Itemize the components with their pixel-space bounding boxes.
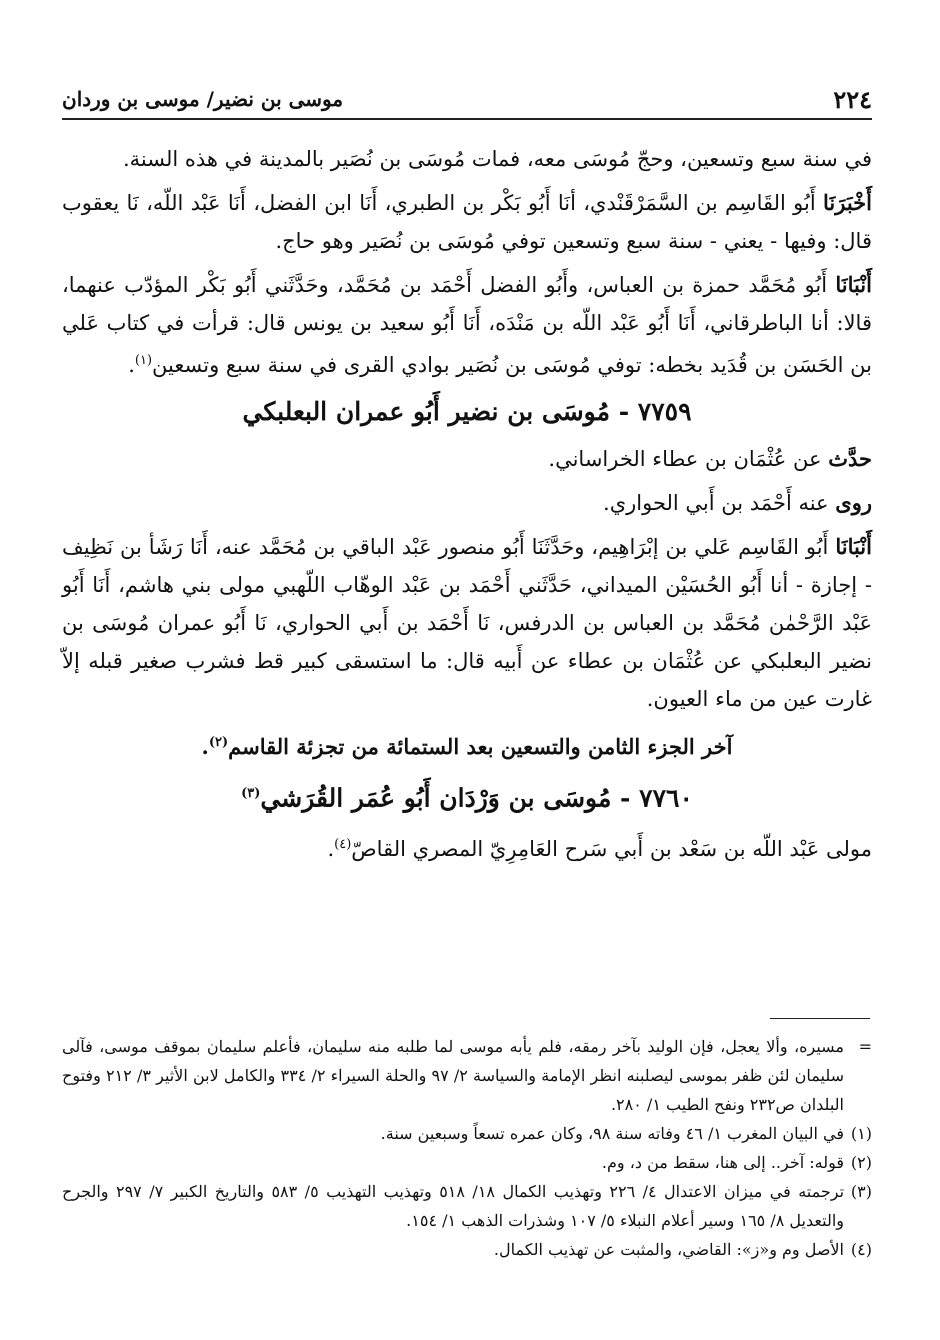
- paragraph-text: عن عُثْمَان بن عطاء الخراساني.: [548, 447, 822, 471]
- isnad-lead: أَخْبَرَنَا: [823, 190, 872, 215]
- footnote-mark: (٣): [850, 1182, 872, 1201]
- paragraph: [62, 528, 872, 718]
- main-text: [62, 140, 872, 874]
- footnote: [62, 1148, 872, 1177]
- footnote-mark: =: [858, 1037, 872, 1056]
- footnote-text: قوله: آخر.. إلى هنا، سقط من د، وم.: [601, 1153, 844, 1172]
- footnote-text: الأصل وم و«ز»: القاضي، والمثبت عن تهذيب الكمال.: [493, 1240, 844, 1259]
- isnad-lead: روى: [835, 490, 872, 515]
- paragraph: [62, 266, 872, 384]
- footnote: [62, 1177, 872, 1235]
- paragraph-text: مولى عَبْد اللّه بن سَعْد بن أَبي سَرح العَامِرِيّ المصري القاصّ: [351, 837, 872, 862]
- footnote-separator: [770, 1018, 870, 1019]
- paragraph: [62, 140, 872, 178]
- paragraph: [62, 484, 872, 522]
- footnote-text: ترجمته في ميزان الاعتدال ٤/ ٢٢٦ وتهذيب الكمال ١٨/ ٥١٨ وتهذيب التهذيب ٥/ ٥٨٣ والتاريخ الكبير ٧/ ٢٩٧ والجرح والتعديل ٨/ ١٦٥ وسير أعلام النبلاء ٥/ ١٠٧ وشذرات الذهب ١/ ١٥٤.: [62, 1182, 845, 1230]
- paragraph-end: .: [128, 353, 135, 377]
- paragraph: [62, 440, 872, 478]
- isnad-lead: حدَّث: [828, 446, 872, 471]
- isnad-lead: أَنْبَانَا: [835, 534, 872, 559]
- footnote-mark: (١): [850, 1124, 872, 1143]
- footnote-ref: (١): [134, 353, 153, 368]
- isnad-lead: أَنْبَانَا: [835, 272, 872, 297]
- paragraph-text: في سنة سبع وتسعين، وحجّ مُوسَى معه، فمات مُوسَى بن نُصَير بالمدينة في هذه السنة.: [122, 147, 872, 171]
- page-number: ٢٢٤: [833, 84, 872, 114]
- footnote-mark: (٤): [850, 1240, 872, 1259]
- footnote-ref: (٣): [241, 786, 261, 801]
- footnote: [62, 1119, 872, 1148]
- footnote-ref: (٢): [208, 735, 229, 750]
- paragraph-text: أَبُو القَاسِم عَلي بن إبْرَاهِيم، وحَدَّثَنَا أَبُو منصور عَبْد الباقي بن مُحَمَّد عنه، أَنَا رَشَأ بن نَظِيف - إجازة - أنا أَبُو الحُسَيْن الميداني، حَدَّثَني أَحْمَد بن عَبْد الوهّاب اللّهبي مولى بني هاشم، أَنَا أَبُو عَبْد الرَّحْمٰن مُحَمَّد بن العباس بن الدرفس، نَا أَحْمَد بن أَبي الحواري، نَا أَبُو عمران مُوسَى بن نضير البعلبكي عن عُثْمَان بن عطاء عن أَبيه قال: ما استسقى كبير قط فشرب صغير قبله إلاّ غارت عين من ماء العيون.: [62, 535, 872, 711]
- paragraph: مولى عَبْد اللّه بن سَعْد بن أَبي سَرح العَامِرِيّ المصري القاصّ$^{(٤)}$.: [327, 837, 872, 862]
- paragraph-text: أَبُو القَاسِم بن السَّمَرْقَنْدي، أنَا أَبُو بَكْر بن الطبري، أَنَا ابن الفضل، أَنَا عَبْد اللّه، نَا يعقوب قال: وفيها - يعني - سنة سبع وتسعين توفي مُوسَى بن نُصَير وهو حاج.: [62, 191, 872, 253]
- footnote-ref: (٤): [334, 837, 352, 853]
- footnote-mark: (٢): [850, 1153, 872, 1172]
- footnote: [62, 1235, 872, 1264]
- entry-title: ٧٧٥٩ - مُوسَى بن نضير أَبُو عمران البعلبكي: [242, 397, 692, 426]
- colophon-note: آخر الجزء الثامن والتسعين بعد الستمائة من تجزئة القاسم$^{(٢)}$.: [201, 734, 733, 759]
- paragraph-text: أَبُو مُحَمَّد حمزة بن العباس، وأَبُو الفضل أَحْمَد بن مُحَمَّد، وحَدَّثَني أَبُو بَكْر المؤدّب عنهما، قالا: أنا الباطرقاني، أَنَا أَبُو عَبْد اللّه بن مَنْدَه، أَنَا أَبُو سعيد بن يونس قال: قرأت في كتاب عَلي بن الحَسَن بن قُدَيد بخطه: توفي مُوسَى بن نُصَير بوادي القرى في سنة سبع وتسعين: [62, 273, 872, 377]
- entry-title: [62, 772, 872, 820]
- running-title: موسى بن نضير/ موسى بن وردان: [62, 87, 344, 111]
- footnote: [62, 1032, 872, 1119]
- footnotes: [62, 1032, 872, 1264]
- page-header: [62, 80, 872, 120]
- entry-title-text: ٧٧٦٠ - مُوسَى بن وَرْدَان أَبُو عُمَر القُرَشي: [260, 783, 693, 813]
- footnote-text: في البيان المغرب ١/ ٤٦ وفاته سنة ٩٨، وكان عمره تسعاً وسبعين سنة.: [380, 1124, 844, 1143]
- colophon-text: آخر الجزء الثامن والتسعين بعد الستمائة من تجزئة القاسم: [228, 734, 733, 759]
- paragraph: [62, 184, 872, 260]
- paragraph-text: عنه أَحْمَد بن أَبي الحواري.: [603, 491, 829, 515]
- footnote-text: مسيره، وألا يعجل، فإن الوليد بآخر رمقه، فلم يأبه موسى لما طلبه منه سليمان، فأعلم سليمان بموقف موسى، فآلى سليمان لئن ظفر بموسى ليصلبنه انظر الإمامة والسياسة ٢/ ٩٧ والحلة السيراء ٢/ ٣٣٤ والكامل لابن الأثير ٣/ ٢١٢ وفتوح البلدان ص٢٣٢ ونفح الطيب ١/ ٢٨٠.: [62, 1037, 845, 1114]
